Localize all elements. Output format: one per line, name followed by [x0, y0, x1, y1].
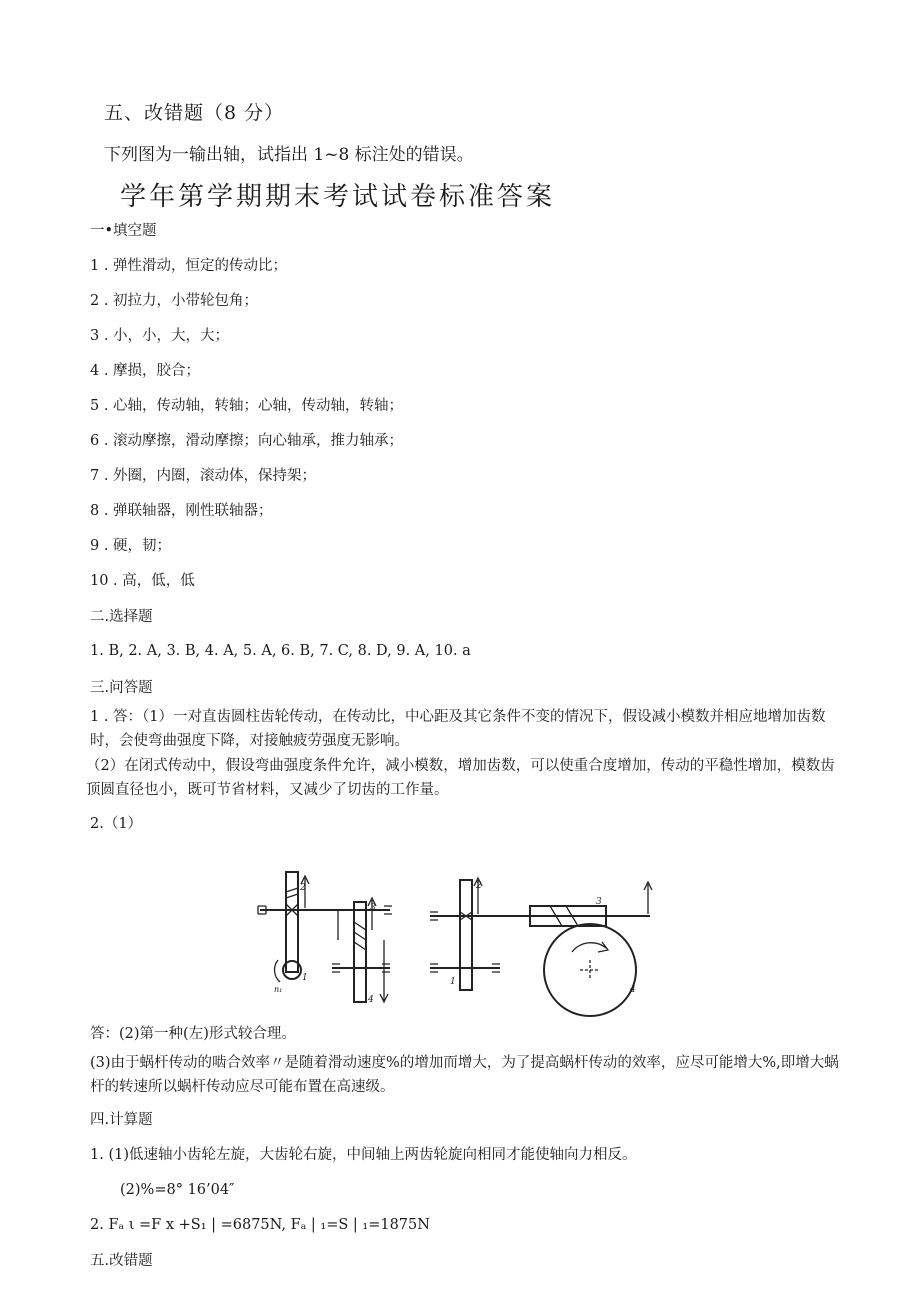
section-heading-calc: 四.计算题: [90, 1112, 153, 1128]
calc-answer-1b: (2)%=8° 16’04″: [120, 1182, 235, 1198]
figure-label: n₁: [274, 985, 283, 994]
list-item: 9 . 硬，韧；: [90, 538, 172, 554]
list-item: 5 . 心轴，传动轴，转轴；心轴，传动轴，转轴；: [90, 398, 404, 414]
qa-answer-2: 答：(2)第一种(左)形式较合理。: [90, 1026, 296, 1042]
section-heading-fill-blank: 一•填空题: [90, 223, 157, 239]
left-gear-3-4: [354, 902, 366, 1002]
list-item: 3 . 小，小，大，大；: [90, 328, 230, 344]
list-item: 1 . 弹性滑动，恒定的传动比；: [90, 258, 288, 274]
document-title: 学年第学期期末考试试卷标准答案: [120, 182, 556, 212]
figure-label: 3: [596, 897, 602, 907]
right-gear-2: [460, 880, 472, 990]
left-gear-2: [286, 872, 298, 972]
figure-label: 1: [302, 973, 308, 983]
qa-question-2-label: 2.（1）: [90, 816, 143, 832]
qa-answer-1-part2: （2）在闭式传动中，假设弯曲强度条件允许，减小模数，增加齿数，可以使重合度增加，传动的平稳性增加，模数齿顶圆直径也小，既可节省材料，又减少了切齿的工作量。: [86, 758, 835, 798]
gear-worm-diagram: [250, 860, 670, 1020]
calc-answer-2: 2. Fₐ ι =F x +S₁ | =6875N, Fₐ | ₁=S | ₁=1875N: [90, 1217, 430, 1233]
section-heading-choice: 二.选择题: [90, 609, 153, 625]
right-arrangement-figure: [430, 878, 652, 1016]
figure-label: 2: [476, 881, 482, 891]
calc-answer-1: 1. (1)低速轴小齿轮左旋，大齿轮右旋，中间轴上两齿轮旋向相同才能使轴向力相反。: [90, 1147, 637, 1163]
qa-answer-3: (3)由于蜗杆传动的啮合效率〃是随着滑动速度%的增加而增大，为了提高蜗杆传动的效率，应尽可能增大%,即增大蜗杆的转速所以蜗杆传动应尽可能布置在高速级。: [90, 1055, 839, 1095]
list-item: 4 . 摩损，胶合；: [90, 363, 201, 379]
figure-label: 4: [368, 995, 374, 1005]
section5-description: 下列图为一输出轴，试指出 1~8 标注处的错误。: [104, 145, 474, 165]
qa-answer-1-part1: 1 . 答：（1）一对直齿圆柱齿轮传动，在传动比，中心距及其它条件不变的情况下，假设减小模数并相应地增加齿数时，会使弯曲强度下降，对接触疲劳强度无影响。: [90, 709, 826, 749]
figure-label: 1: [450, 977, 456, 987]
list-item: 7 . 外圈，内圈，滚动体，保持架；: [90, 468, 317, 484]
left-arrangement-figure: [258, 872, 392, 1005]
list-item: 6 . 滚动摩擦，滑动摩擦；向心轴承，推力轴承；: [90, 433, 404, 449]
section-heading-qa: 三.问答题: [90, 680, 153, 696]
figure-label: 3: [370, 903, 376, 913]
list-item: 10 . 高，低，低: [90, 573, 195, 589]
section5-title: 五、改错题（8 分）: [104, 102, 285, 124]
choice-answers: 1. B, 2. A, 3. B, 4. A, 5. A, 6. B, 7. C, 8. D, 9. A, 10. a: [90, 643, 471, 659]
figure-label: 2: [300, 883, 306, 893]
list-item: 2 . 初拉力，小带轮包角；: [90, 293, 259, 309]
section-heading-correction: 五.改错题: [90, 1253, 153, 1269]
figure-label: 4: [630, 985, 636, 995]
list-item: 8 . 弹联轴器，刚性联轴器；: [90, 503, 273, 519]
